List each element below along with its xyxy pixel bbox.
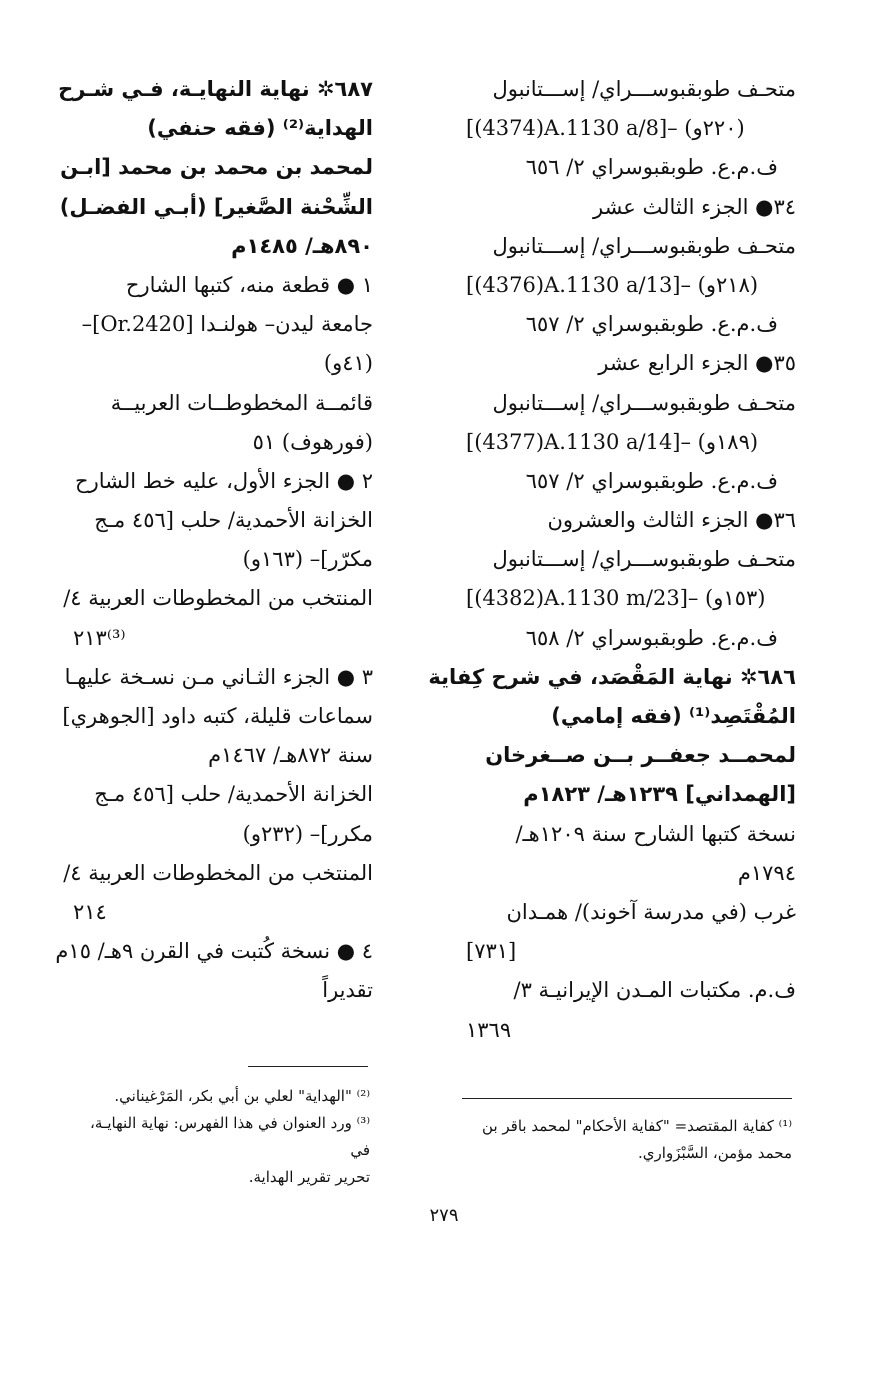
text-line: مكرر]– (٢٣٢و) [242, 821, 373, 846]
entry-heading-line: الهداية⁽²⁾ (فقه حنفي) [147, 116, 373, 141]
text-line: (فورهوف) ٥١ [252, 429, 373, 454]
text-line: المنتخب من المخطوطات العربية ٤/ [63, 860, 373, 885]
entry-heading-line: [الهمداني] ١٢٣٩هـ/ ١٨٢٣م [523, 782, 796, 807]
text-line: متحـف طوبقبوســـراي/ إســـتانبول [492, 390, 796, 415]
footnotes-left [70, 1083, 370, 1191]
text-line: ٣٤● الجزء الثالث عشر [592, 194, 796, 219]
text-line: [(4377)A.1130 a/14]– (١٨٩و) [466, 429, 759, 454]
text-line: ف.م.ع. طوبقبوسراي ٢/ ٦٥٨ [525, 625, 778, 650]
text-line: [٧٣١] [466, 939, 517, 964]
text-line: ف.م.ع. طوبقبوسراي ٢/ ٦٥٦ [525, 155, 778, 180]
text-line: جامعة ليدن– هولنـدا [Or.2420]– [81, 312, 373, 337]
footnote-line: محمد مؤمن، السَّبْزَواري. [638, 1144, 792, 1162]
text-line: ١ ● قطعة منه، كتبها الشارح [125, 272, 373, 297]
text-line: ٤ ● نسخة كُتبت في القرن ٩هـ/ ١٥م [55, 939, 373, 964]
footnotes-right [447, 1113, 792, 1167]
footnote-line: تحرير تقرير الهداية. [248, 1168, 370, 1186]
text-line: ٣٦● الجزء الثالث والعشرون [547, 508, 796, 533]
text-line: [(4376)A.1130 a/13]– (٢١٨و) [466, 272, 759, 297]
text-line: ٢١٣⁽³⁾ [73, 625, 126, 650]
text-line: ٢ ● الجزء الأول، عليه خط الشارح [75, 468, 373, 493]
entry-heading-line: المُقْتَصِد⁽¹⁾ (فقه إمامي) [551, 704, 796, 728]
text-line: غرب (في مدرسة آخوند)/ همـدان [506, 899, 796, 924]
page-number: ٢٧٩ [429, 1205, 459, 1226]
text-line: الخزانة الأحمدية/ حلب [٤٥٦ مـج [94, 508, 373, 533]
text-line: الخزانة الأحمدية/ حلب [٤٥٦ مـج [94, 782, 373, 807]
text-line: ١٣٦٩ [466, 1017, 512, 1042]
entry-heading-line: ٨٩٠هـ/ ١٤٨٥م [231, 233, 373, 258]
entry-heading-line: ٦٨٦✲ نهاية المَقْصَد، في شرح كِفاية [428, 664, 796, 689]
footnote-line: ⁽³⁾ ورد العنوان في هذا الفهرس: نهاية النهايـة، في [90, 1114, 370, 1159]
footnote-line: ⁽¹⁾ كفاية المقتصد= "كفاية الأحكام" لمحمد باقر بن [482, 1117, 792, 1135]
text-line: قائمــة المخطوطــات العربيــة [110, 390, 373, 415]
text-line: متحـف طوبقبوســـراي/ إســـتانبول [492, 233, 796, 258]
text-line: متحـف طوبقبوســـراي/ إســـتانبول [492, 77, 796, 101]
text-line: تقديراً [322, 978, 373, 1003]
text-line: ف.م. مكتبات المـدن الإيرانيـة ٣/ [513, 978, 796, 1003]
entry-heading-line: لمحمد بن محمد بن محمد [ابـن [60, 155, 373, 180]
entry-heading-line: لمحمــد جعفــر بــن صــغرخان [485, 743, 796, 768]
text-line: (٤١و) [323, 351, 373, 376]
text-line: مكرّر]– (١٦٣و) [242, 547, 373, 572]
footnote-separator-right [462, 1098, 792, 1099]
footnote-separator-left [248, 1066, 368, 1067]
text-line: [(4382)A.1130 m/23]– (١٥٣و) [466, 586, 766, 611]
text-line: ف.م.ع. طوبقبوسراي ٢/ ٦٥٧ [525, 468, 778, 493]
text-line: المنتخب من المخطوطات العربية ٤/ [63, 586, 373, 611]
text-line: [(4374)A.1130 a/8]– (٢٢٠و) [466, 116, 745, 141]
text-line: نسخة كتبها الشارح سنة ١٢٠٩هـ/ [515, 821, 796, 846]
entry-heading-line: ٦٨٧✲ نهاية النهايـة، فـي شـرح [58, 77, 373, 101]
text-line: ٢١٤ [73, 899, 107, 924]
text-line: ١٧٩٤م [737, 860, 796, 885]
right-column [428, 70, 796, 1050]
text-line: ٣٥● الجزء الرابع عشر [598, 351, 796, 376]
entry-heading-line: الشِّحْنة الصَّغير] (أبـي الفضـل) [59, 194, 373, 219]
footnote-line: ⁽²⁾ "الهداية" لعلي بن أبي بكر، المَرْغيناني. [114, 1087, 370, 1105]
text-line: سنة ٨٧٢هـ/ ١٤٦٧م [208, 743, 373, 768]
text-line: متحـف طوبقبوســـراي/ إســـتانبول [492, 547, 796, 572]
text-line: ف.م.ع. طوبقبوسراي ٢/ ٦٥٧ [525, 312, 778, 337]
left-column [55, 70, 373, 1011]
text-line: سماعات قليلة، كتبه داود [الجوهري] [62, 704, 373, 728]
text-line: ٣ ● الجزء الثـاني مـن نسـخة عليهـا [64, 664, 373, 689]
